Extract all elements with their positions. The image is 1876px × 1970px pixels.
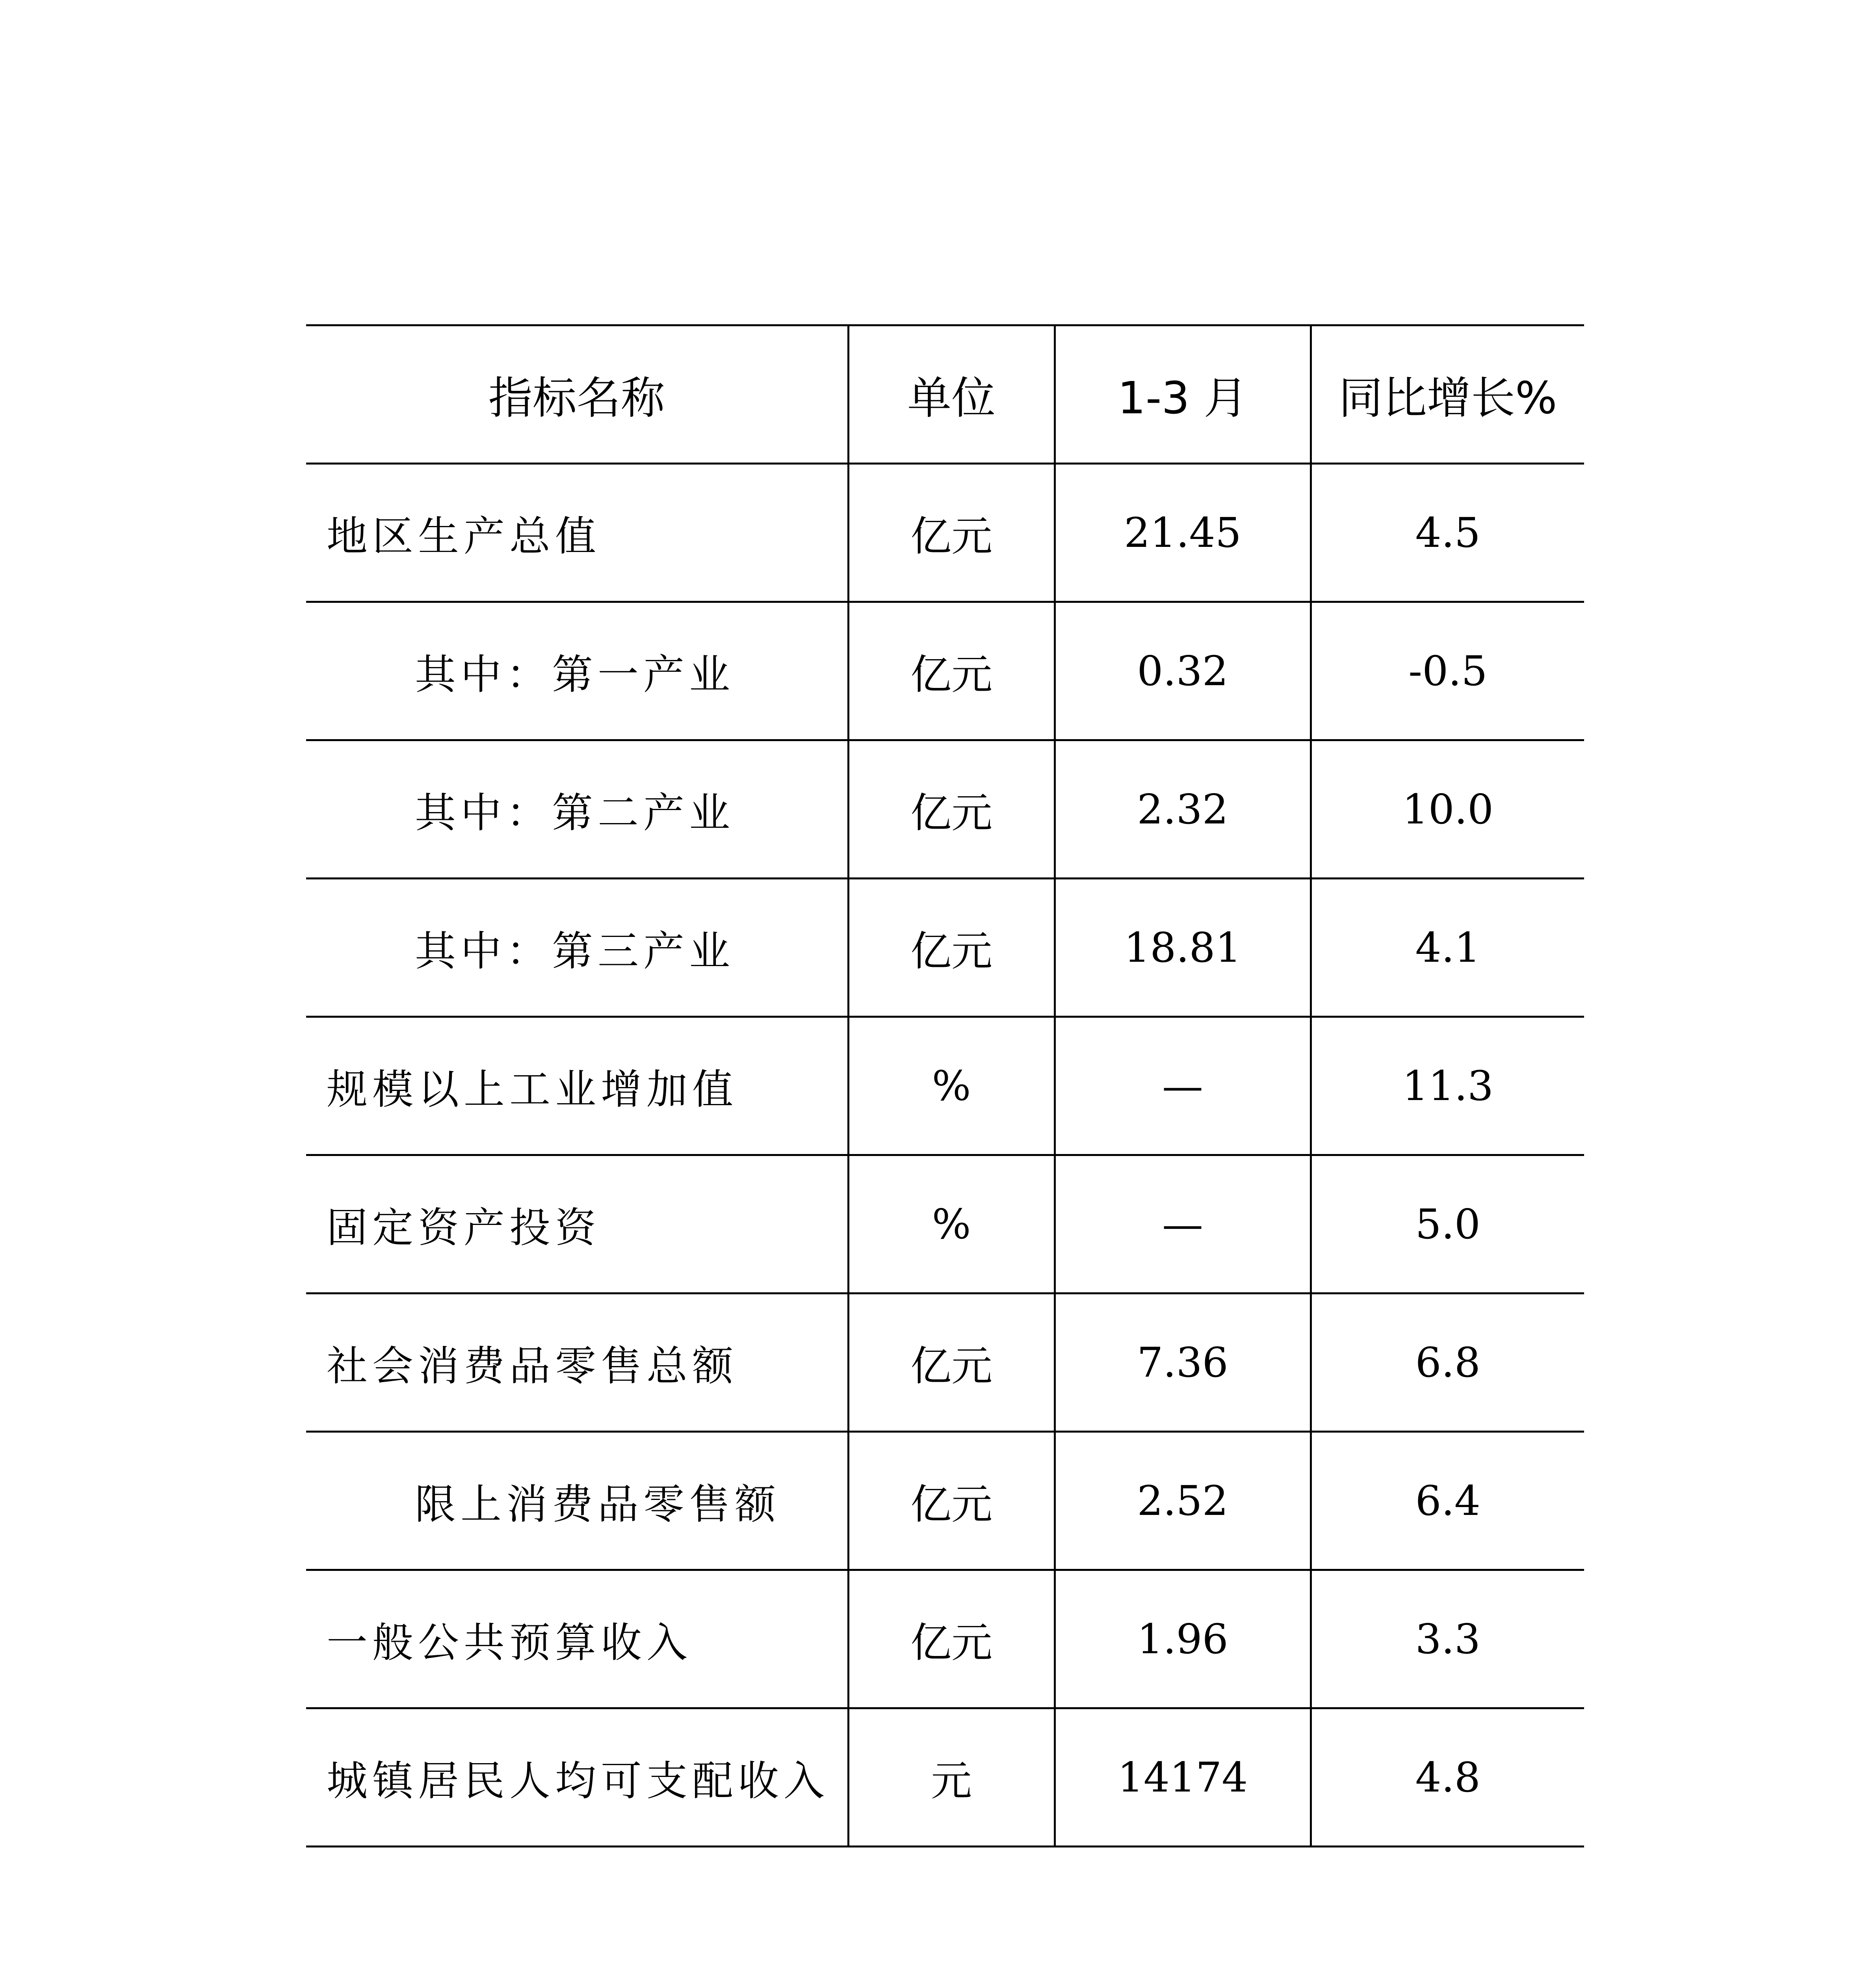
table-row <box>306 740 1584 879</box>
indicator-unit: % <box>848 1017 1055 1155</box>
indicator-yoy: 10.0 <box>1311 740 1584 879</box>
table-header-row <box>306 325 1584 464</box>
indicator-name: 其中：第三产业 <box>306 879 848 1017</box>
indicator-name: 限上消费品零售额 <box>306 1432 848 1570</box>
indicator-value: 14174 <box>1055 1708 1311 1847</box>
indicator-unit: 亿元 <box>848 1432 1055 1570</box>
table-row <box>306 464 1584 602</box>
table-row <box>306 1017 1584 1155</box>
header-unit: 单位 <box>848 325 1055 464</box>
indicator-unit: 元 <box>848 1708 1055 1847</box>
indicator-name: 固定资产投资 <box>306 1155 848 1294</box>
indicator-yoy: 6.4 <box>1311 1432 1584 1570</box>
indicator-yoy: 5.0 <box>1311 1155 1584 1294</box>
indicator-name: 地区生产总值 <box>306 464 848 602</box>
indicator-value: 21.45 <box>1055 464 1311 602</box>
indicator-yoy: 3.3 <box>1311 1570 1584 1708</box>
statistics-table <box>306 324 1584 1847</box>
table-row <box>306 1708 1584 1847</box>
indicator-unit: 亿元 <box>848 1294 1055 1432</box>
indicator-name: 规模以上工业增加值 <box>306 1017 848 1155</box>
indicator-yoy: 11.3 <box>1311 1017 1584 1155</box>
indicator-unit: 亿元 <box>848 879 1055 1017</box>
indicator-name: 社会消费品零售总额 <box>306 1294 848 1432</box>
indicator-unit: 亿元 <box>848 602 1055 740</box>
indicator-unit: 亿元 <box>848 464 1055 602</box>
indicator-unit: 亿元 <box>848 1570 1055 1708</box>
table-row <box>306 1432 1584 1570</box>
indicator-value: 2.52 <box>1055 1432 1311 1570</box>
indicator-name: 一般公共预算收入 <box>306 1570 848 1708</box>
indicator-yoy: 4.8 <box>1311 1708 1584 1847</box>
header-yoy-growth: 同比增长% <box>1311 325 1584 464</box>
header-period-value: 1-3 月 <box>1055 325 1311 464</box>
table-row <box>306 602 1584 740</box>
indicator-value: 1.96 <box>1055 1570 1311 1708</box>
indicator-unit: % <box>848 1155 1055 1294</box>
table-row <box>306 1155 1584 1294</box>
indicator-unit: 亿元 <box>848 740 1055 879</box>
indicator-value: — <box>1055 1155 1311 1294</box>
indicator-value: 7.36 <box>1055 1294 1311 1432</box>
indicator-value: 18.81 <box>1055 879 1311 1017</box>
header-indicator-name: 指标名称 <box>306 325 848 464</box>
indicator-yoy: 6.8 <box>1311 1294 1584 1432</box>
indicator-yoy: 4.1 <box>1311 879 1584 1017</box>
table-row <box>306 879 1584 1017</box>
indicator-value: 0.32 <box>1055 602 1311 740</box>
indicator-name: 城镇居民人均可支配收入 <box>306 1708 848 1847</box>
indicator-name: 其中：第一产业 <box>306 602 848 740</box>
indicator-name: 其中：第二产业 <box>306 740 848 879</box>
indicator-yoy: 4.5 <box>1311 464 1584 602</box>
table-row <box>306 1570 1584 1708</box>
table-row <box>306 1294 1584 1432</box>
indicator-value: — <box>1055 1017 1311 1155</box>
indicator-value: 2.32 <box>1055 740 1311 879</box>
indicator-yoy: -0.5 <box>1311 602 1584 740</box>
